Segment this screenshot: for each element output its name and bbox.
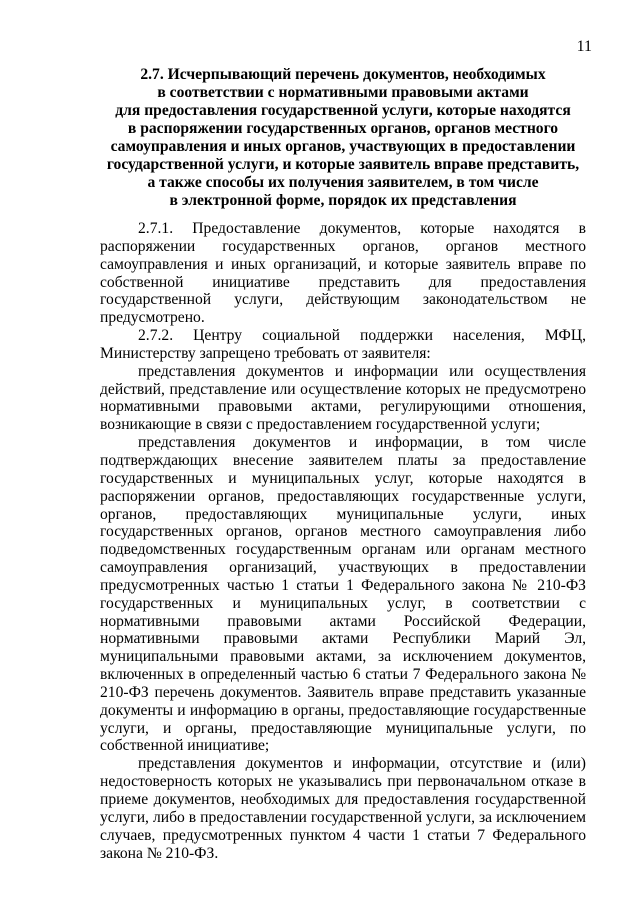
section-title-line: в соответствии с нормативными правовыми актами bbox=[157, 84, 529, 101]
section-title-line: а также способы их получения заявителем, в том числе bbox=[147, 174, 539, 191]
section-title-line: государственной услуги, и которые заявитель вправе представить, bbox=[106, 156, 580, 173]
section-title-line: в электронной форме, порядок их представления bbox=[169, 192, 517, 209]
list-item: представления документов и информации, в том числе подтверждающих внесение заявителем платы за предоставление государственных и муниципальных услуг, которые находятся в распоряжении органов, предоставляющих государственные услуги, органов, предоставляющих муниципальные услуги, иных государственных органов, органов местного самоуправления либо подведомственных государственным органам или органам местного самоуправления организаций, участвующих в предоставлении предусмотренных частью 1 статьи 1 Федерального закона № 210-ФЗ государственных и муниципальных услуг, в соответствии с нормативными правовыми актами Российской Федерации, нормативными правовыми актами Республики Марий Эл, муниципальными правовыми актами, за исключением документов, включенных в определенный частью 6 статьи 7 Федерального закона № 210-ФЗ перечень документов. Заявитель вправе представить указанные документы и информацию в органы, предоставляющие государственные услуги, и органы, предоставляющие муниципальные услуги, по собственной инициативе; bbox=[100, 434, 586, 755]
section-title-line: в распоряжении государственных органов, органов местного bbox=[127, 120, 559, 137]
page-number: 11 bbox=[576, 38, 592, 55]
section-title bbox=[100, 66, 586, 210]
list-item: представления документов и информации, отсутствие и (или) недостоверность которых не указывались при первоначальном отказе в приеме документов, необходимых для предоставления государственной услуги, либо в предоставлении государственной услуги, за исключением случаев, предусмотренных пунктом 4 части 1 статьи 7 Федерального закона № 210-ФЗ. bbox=[100, 755, 586, 862]
document-body bbox=[100, 220, 586, 862]
list-item: представления документов и информации или осуществления действий, представление или осуществление которых не предусмотрено нормативными правовыми актами, регулирующими отношения, возникающие в связи с предоставлением государственной услуги; bbox=[100, 362, 586, 434]
paragraph-2-7-1: 2.7.1. Предоставление документов, которые находятся в распоряжении государственных органов, органов местного самоуправления и иных организаций, и которые заявитель вправе по собственной инициативе представить для предоставления государственной услуги, действующим законодательством не предусмотрено. bbox=[100, 220, 586, 327]
section-title-line: самоуправления и иных органов, участвующих в предоставлении bbox=[110, 138, 576, 155]
paragraph-2-7-2: 2.7.2. Центру социальной поддержки населения, МФЦ, Министерству запрещено требовать от заявителя: bbox=[100, 327, 586, 362]
section-title-line: 2.7. Исчерпывающий перечень документов, необходимых bbox=[140, 66, 546, 83]
section-title-line: для предоставления государственной услуги, которые находятся bbox=[115, 102, 571, 119]
